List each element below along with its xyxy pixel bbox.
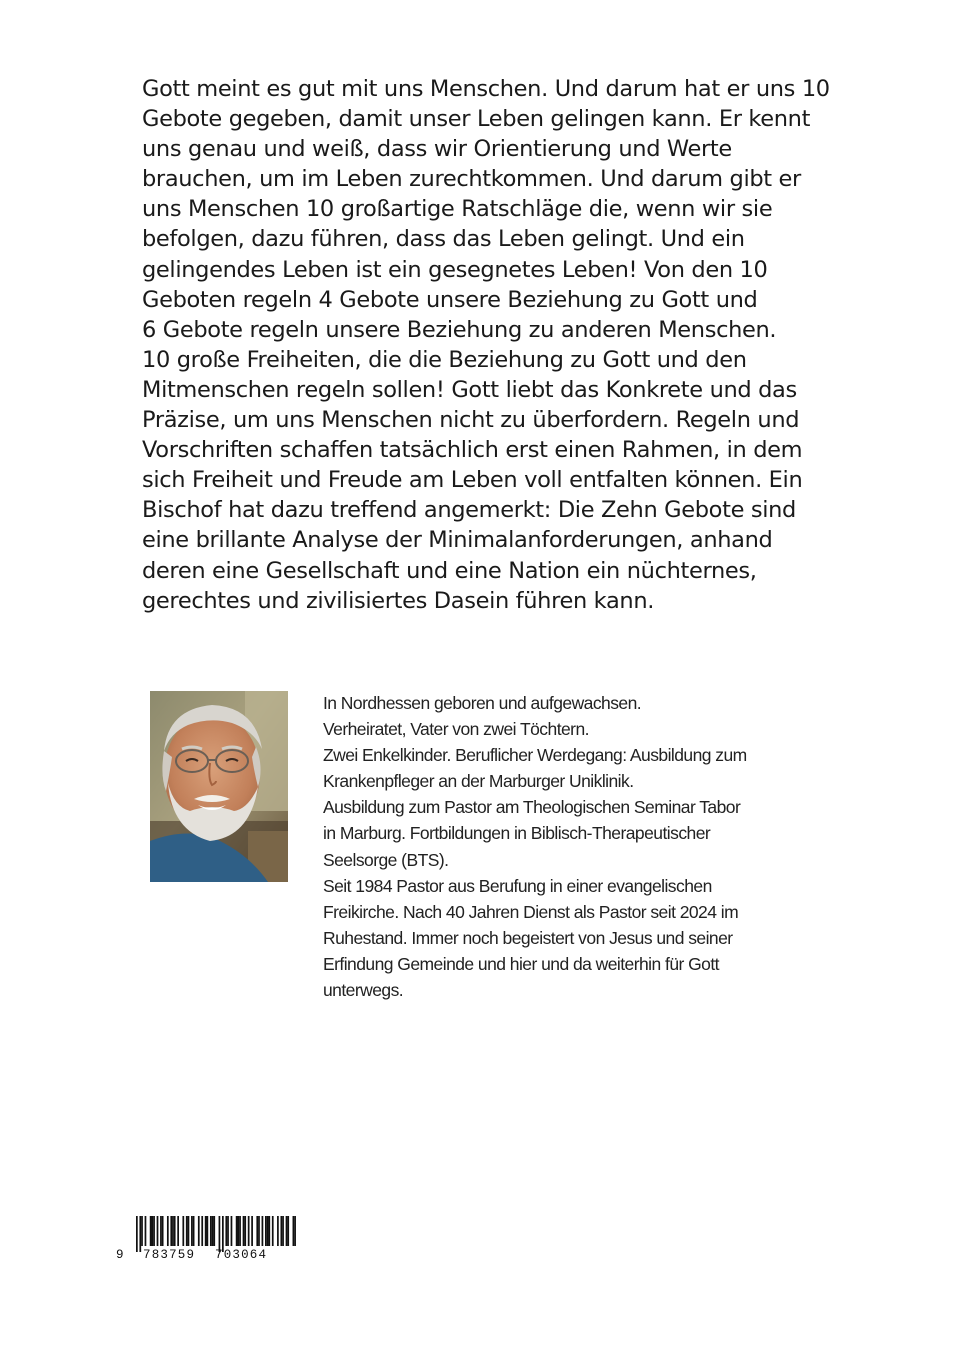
barcode-bar bbox=[167, 1216, 169, 1246]
blurb-line: Geboten regeln 4 Gebote unsere Beziehung zu Gott und bbox=[142, 286, 758, 313]
barcode-bar bbox=[205, 1216, 207, 1246]
barcode-bar bbox=[277, 1216, 279, 1246]
barcode-bar bbox=[262, 1216, 264, 1246]
barcode-bar bbox=[139, 1216, 141, 1252]
barcode-bar bbox=[239, 1216, 241, 1246]
blurb-line: sich Freiheit und Freude am Leben voll entfalten können. Ein bbox=[142, 467, 803, 494]
bio-line: Seit 1984 Pastor aus Berufung in einer evangelischen bbox=[323, 875, 712, 896]
barcode-bar bbox=[145, 1216, 147, 1246]
barcode-bar bbox=[188, 1216, 190, 1246]
blurb-line: Mitmenschen regeln sollen! Gott liebt das Konkrete und das bbox=[142, 376, 797, 403]
barcode-bar bbox=[282, 1216, 284, 1246]
barcode-bar bbox=[210, 1216, 212, 1246]
barcode-bar bbox=[248, 1216, 250, 1246]
blurb-line: Gebote gegeben, damit unser Leben gelingen kann. Er kennt bbox=[142, 106, 811, 133]
barcode-bar bbox=[243, 1216, 245, 1246]
author-bio bbox=[323, 690, 843, 1003]
barcode-bar bbox=[136, 1216, 138, 1252]
barcode-bar bbox=[225, 1216, 227, 1246]
bio-line: Zwei Enkelkinder. Beruflicher Werdegang: Ausbildung zum bbox=[323, 745, 747, 766]
blurb-line: uns Menschen 10 großartige Ratschläge die, wenn wir sie bbox=[142, 196, 773, 223]
barcode-bar bbox=[268, 1216, 270, 1246]
barcode-bar bbox=[280, 1216, 282, 1246]
bio-line: Freikirche. Nach 40 Jahren Dienst als Pastor seit 2024 im bbox=[323, 901, 739, 922]
author-photo bbox=[150, 691, 288, 882]
blurb-line: gelingendes Leben ist ein gesegnetes Leben! Von den 10 bbox=[142, 256, 768, 283]
bio-line: Verheiratet, Vater von zwei Töchtern. bbox=[323, 719, 589, 740]
barcode-bar bbox=[191, 1216, 193, 1246]
barcode-bar bbox=[231, 1216, 233, 1246]
blurb-line: Präzise, um uns Menschen nicht zu überfordern. Regeln und bbox=[142, 407, 800, 434]
blurb-line: 6 Gebote regeln unsere Beziehung zu anderen Menschen. bbox=[142, 316, 777, 343]
blurb-line: uns genau und weiß, dass wir Orientierung und Werte bbox=[142, 136, 732, 163]
bio-line: Krankenpfleger an der Marburger Uniklinik. bbox=[323, 771, 634, 792]
barcode-bar bbox=[256, 1216, 258, 1246]
bio-line: in Marburg. Fortbildungen in Biblisch-Therapeutischer bbox=[323, 823, 711, 844]
barcode-bar bbox=[272, 1216, 274, 1246]
barcode-bar bbox=[286, 1216, 288, 1246]
barcode-bar bbox=[236, 1216, 238, 1246]
blurb-line: Gott meint es gut mit uns Menschen. Und darum hat er uns 10 bbox=[142, 76, 830, 102]
bio-line: Ruhestand. Immer noch begeistert von Jesus und seiner bbox=[323, 927, 733, 948]
blurb-line: gerechtes und zivilisiertes Dasein führen kann. bbox=[142, 587, 655, 614]
barcode-bar bbox=[157, 1216, 159, 1246]
barcode-bar bbox=[294, 1216, 296, 1246]
isbn-barcode bbox=[116, 1216, 296, 1266]
blurb-line: 10 große Freiheiten, die die Beziehung zu Gott und den bbox=[142, 346, 747, 373]
barcode-bar bbox=[182, 1216, 184, 1246]
barcode-lead-digit: 9 bbox=[116, 1248, 125, 1262]
barcode-right-group: 703064 bbox=[215, 1248, 268, 1262]
barcode-bar bbox=[151, 1216, 153, 1246]
barcode-bar bbox=[162, 1216, 164, 1246]
blurb-line: brauchen, um im Leben zurechtkommen. Und darum gibt er bbox=[142, 166, 801, 193]
barcode-bar bbox=[177, 1216, 179, 1246]
barcode-bar bbox=[141, 1216, 143, 1246]
barcode-bar bbox=[293, 1216, 295, 1246]
barcode-bar bbox=[244, 1216, 246, 1246]
barcode-bar bbox=[198, 1216, 200, 1246]
barcode-bar bbox=[227, 1216, 229, 1246]
barcode-bar bbox=[174, 1216, 176, 1246]
bio-line: In Nordhessen geboren und aufgewachsen. bbox=[323, 693, 642, 713]
blurb-line: eine brillante Analyse der Minimalanforderungen, anhand bbox=[142, 527, 773, 554]
barcode-bar bbox=[186, 1216, 188, 1246]
bio-line: unterwegs. bbox=[323, 980, 404, 1001]
bio-line: Erfindung Gemeinde und hier und da weiterhin für Gott bbox=[323, 953, 719, 974]
barcode-bar bbox=[222, 1216, 224, 1252]
barcode-bar bbox=[153, 1216, 155, 1246]
author-portrait-icon bbox=[150, 691, 288, 882]
barcode-bar bbox=[251, 1216, 253, 1246]
barcode-bar bbox=[207, 1216, 209, 1246]
barcode-bar bbox=[213, 1216, 215, 1246]
blurb-line: befolgen, dazu führen, dass das Leben gelingt. Und ein bbox=[142, 226, 745, 253]
barcode-bar bbox=[150, 1216, 152, 1246]
barcode-bar bbox=[237, 1216, 239, 1246]
bio-line: Ausbildung zum Pastor am Theologischen Seminar Tabor bbox=[323, 797, 741, 818]
bio-line: Seelsorge (BTS). bbox=[323, 849, 449, 870]
barcode-bar bbox=[201, 1216, 203, 1246]
barcode-bars bbox=[116, 1216, 296, 1252]
barcode-bar bbox=[160, 1216, 162, 1246]
barcode-bar bbox=[172, 1216, 174, 1246]
barcode-bar bbox=[287, 1216, 289, 1246]
barcode-bar bbox=[258, 1216, 260, 1246]
barcode-bar bbox=[193, 1216, 195, 1246]
barcode-bar bbox=[219, 1216, 221, 1252]
barcode-bar bbox=[267, 1216, 269, 1246]
blurb-line: Vorschriften schaffen tatsächlich erst einen Rahmen, in dem bbox=[142, 437, 803, 464]
blurb-line: deren eine Gesellschaft und eine Nation ein nüchternes, bbox=[142, 557, 757, 584]
barcode-left-group: 783759 bbox=[143, 1248, 196, 1262]
barcode-bar bbox=[265, 1216, 267, 1246]
back-cover-blurb bbox=[142, 74, 832, 616]
blurb-line: Bischof hat dazu treffend angemerkt: Die Zehn Gebote sind bbox=[142, 497, 796, 524]
barcode-bar bbox=[170, 1216, 172, 1246]
barcode-bar bbox=[212, 1216, 214, 1246]
